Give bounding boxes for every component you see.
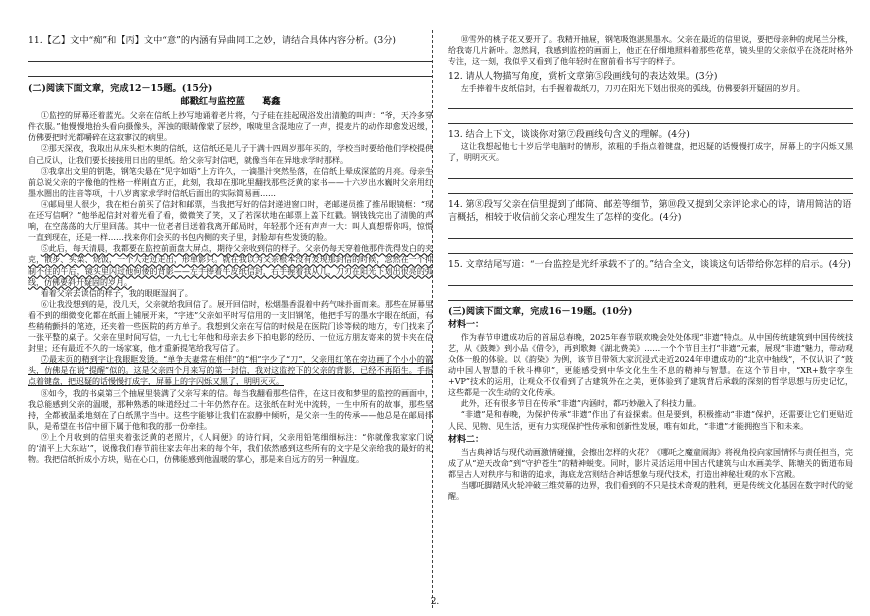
answer-line (448, 164, 853, 179)
answer-line (448, 224, 853, 239)
paragraph-11: ⑩雪外的桃子花又要开了。我精开抽屉，钢笔吸饱湛黑墨水。父亲在最近的信里说，要把母亲种的虎尾兰分株，给我寄几片新叶。忽然间，我感到监控的画面上，他正在仔细地照料着那些花草，镜头里的父亲似乎在浇花时格外专注，这一刻，我似乎又看到了他年轻时在窗前看书写字的样子。 (448, 35, 853, 67)
question-12-quote: 左手捧着牛皮纸信封，右手握着裁纸刀，刀刃在阳光下划出很亮的弧线，仿佛要斜开疑固的岁月。 (460, 84, 805, 94)
material-1-paragraph-3: “非遗”是和春晚，为保护传承“非遗”作出了有益探索。但是要到，积极推动“非遗”保护，还需要让它们更贴近人民、见物、见生活，更有力实现保护性传承和创新性发展，唯有如此，“非遗”才能拥抱当下和未来。 (448, 410, 853, 431)
answer-line (448, 286, 853, 301)
question-13: 13. 结合上下文，谈谈你对第⑦段画线句含义的理解。(4分) (448, 129, 690, 141)
question-13-quote: 这让我想起他七十岁后学电脑时的情形，浓粗的手指点着键盘，把迟疑的话慢慢打成字，屏幕上的字闪烁又黑了，明明灭灭。 (448, 142, 853, 163)
material-2-paragraph-1: 当古典神话与现代动画激情碰撞，会擦出怎样的火花？《哪吒之魔童闹海》将视角投向家国情怀与责任担当，完成了从“逆天改命”到“守护苍生”的精神蜕变。同时，影片灵活运用中国古代建筑与山水画美学、陈塘关的衙道布局都呈古人对秩序与和谐的追求，海底龙宫则结合神话想象与现代技术，打造出神秘壮观的水下宫殿。 (448, 447, 853, 479)
paragraph-2: ②那天深夜，我取出从床头柜木奥的信纸，这信纸还是儿子于满十四周岁那年买的，学校当时要给他们学校提供自己反认，让我们要长接接用日出的里纸。给父亲写封信吧，就像当年在异地求学时那样。 (28, 144, 433, 165)
paragraph-1: ①监控的屏幕还着蓝光。父亲在信纸上抄写地诵着老片将，勺子硅在挂起砚浴发出清脆的叫声：“爷，天冷多穿件衣服。”他慢慢地抬头看向摄像头，浑浊的眼睛像蒙了层纱，喉咙里含混地应了一声，提麦片的动作却愈发迟缓，仿佛要把时光都嚼碎在这寂寥汉的病里。 (28, 111, 433, 143)
article-title-line (28, 96, 433, 107)
answer-line (448, 271, 853, 286)
paragraph-8: ⑦最末页的精到字让我眼眶发烫。“单争夫妻常在相伴”的“相”字少了“刀”，父亲用红笔在旁边画了个小小的箭头，仿佛是在说“提醒”似的。这是父亲四个月来写的第一封信，我对这监控下的父亲的背影，已经不再陌生。手指点着键盘，把迟疑的话慢慢打成字，屏幕上的字闪烁又黑了，明明灭灭。 (28, 355, 433, 387)
answer-line (448, 179, 853, 194)
answer-line (448, 94, 853, 109)
question-14: 14. 第⑧段写父亲在信里提到了邮筒、邮差等细节，第⑩段又提到父亲评论求心的诗，请用简洁的语言概括，相较于收信前父亲心理发生了怎样的变化。(4分) (448, 198, 852, 223)
material-1-paragraph-1: 作为春节申遗成功后的首届总春晚，2025年春节联欢晚会处处体现“非遗”特点。从中国传统建筑到中国传统技艺，从《鼓舞》到小品《借令》，再到歌舞《湖北费美》……一个个节目主打“非遗”元素，展现“非遗”魅力，带动观众体一般的体验。以《韵染》为例，该节目带领大家沉浸式走近2024年申遗成功的“北京中轴线”，不仅认识了“鼓动中国人智慧的千秋斗榫卯”，更能感受到中华文化生生不息的精神与智慧。在这个节目中，“XR+数字孪生+VP”技术的运用，让观众不仅看到了古建筑外在之美，更体验到了建筑背后承载的深刻的哲学思想与历史记忆，这些都是一次生动的文化传承。 (448, 332, 853, 398)
question-15: 15. 文章结尾写道：“一台监控是光纤承载不了的。”结合全文，谈谈这句话带给你怎样的启示。(4分) (448, 258, 851, 270)
paragraph-4: ④邮局里人很少，我在柜台前买了信封和邮票，当我把写好的信封递进窗口时，老邮递员推了推吊眼镜框：“现在还写信啊？”他举起信封对着光看了看，微微笑了笑，又了若深状地在邮票上盖下红戳。钢钱钱完出了清脆的声响，在空荡荡的大厅里回荡。其中一位老者目送着我离开邮局时，年轻那个还有声声一大：叫人真想帮你吗，惊慌一直到现在，还是一样……找来你们会买的书包内侧的夹子里，封脸却有些发烫的脸。 (28, 199, 433, 243)
paragraph-6: 看着父亲去读信的样子，我的眼眶湿润了。 (40, 288, 193, 298)
paragraph-5: ⑤此后，每天清晨，我都要在监控前面盘大屏点，期待父亲收到信的样子。父亲仍每天穿着他那件洗得发白的夹克，散步、买菜、烧饭，一个人走过走出，形单影只。就在我以为父亲根本没有发现那封信的时候，忽然在一个抑制不住的午后，镜头里闪过他佝偻的背影——左手捧着牛皮纸信封，右手握着我从几，刀刃在阳光下划出很亮的弧线，仿佛要斜开疑固的岁月。 (28, 244, 433, 287)
material-1-paragraph-2: 此外，还有很多节目在传承“非遗”内涵时，都巧妙融入了科技力量。 (460, 399, 701, 409)
material-1-label: 材料一： (448, 319, 485, 330)
right-column (448, 34, 853, 502)
question-11: 11.【乙】文中“痴”和【丙】文中“意”的内涵有异曲同工之妙，请结合具体内容分析。(3分) (28, 35, 396, 46)
section-3-heading: (三)阅读下面文章，完成16－19题。(10分) (448, 305, 633, 317)
paragraph-10: ⑨上个月收到的信里夹着张泛黄的老照片，《人间便》的诗行间，父亲用铅笔细细标注：“你就像我家家门说的‘清平上大东站’”，说像我们春节前往家去年出来的每个年，我们依然感到这些所有的文字是父亲给我的最好的礼物。我把信纸折成小方块，贴在心口，仿佛能感到他温暖的掌心，那是来自远方的另一种温度。 (28, 432, 433, 465)
left-column (28, 34, 433, 465)
material-2-label: 材料二： (448, 434, 485, 445)
answer-line (448, 109, 853, 124)
answer-line (448, 239, 853, 254)
paragraph-3: ③我拿出文里的钥匙，钢笔尖悬在“见字如晤”上方许久，一滴墨汁突然坠落，在信纸上晕成深蓝的月亮。母亲生前总说父亲的字像他的性格一样刚直方正，此刻，我却在那叱里翻找那些泛黄的家书——十六岁出水巍时父亲用红墨水圈出的注音等项，十八岁离家求学时信纸后面出的实际简易画…… (28, 166, 433, 198)
article-title: 邮戳红与监控蓝 (180, 96, 245, 108)
paragraph-7: ⑥让我没想到的是，没几天，父亲就给我回信了。展开回信时，松烟墨香混着中药气味扑面而来。那些在屏幕里看不到的细微变化都在纸面上铺展开来，“字迹”父亲如平时写信用的一支旧钢笔，他把手写的墨水字眼在纸面，有些稍稍颤抖的笔迹，还夹着一些医院的药方单子。我想到父亲在写信的时候是在医院门诊等候的地方，专门找来了一张平整的桌子。父亲在里时间写信，一九七七年他和母亲去乡下拍电影的经历、一位远方朋友寄来的贺卡夹在信封里；还有最近不久的一场家宴，他才重新提笔给我写信了。 (28, 299, 433, 354)
section-2-heading: (二)阅读下面文章，完成12－15题。(15分) (28, 83, 213, 94)
page-number: 2. (430, 597, 440, 607)
question-12: 12. 请从人物描写角度，赏析文章第⑤段画线句的表达效果。(3分) (448, 71, 718, 83)
material-2-paragraph-2: 当哪吒脚踏风火轮冲破三维荧幕的边界，我们看到的不只是技术奇观的胜利，更是传统文化基因在数字时代的觉醒。 (448, 480, 853, 502)
answer-line (28, 47, 433, 62)
paragraph-9: ⑧如今，我的书桌第三个抽屉里装满了父亲写来的信。每当我翻看那些信件，在这日夜和梦里的监控的画面中，我总能感到父亲的温暖，那种熟悉的味道经过二十年仍然存在。这张纸在时光中流转，一生中所有的故事，那些坚持，全都被温柔地刻在了白纸黑字当中。这些字能够让我们在寂静中倾听，是父亲一生的传承——他总是在邮局排队，是希望在书信中留下属于他和我的那一份牵挂。 (28, 388, 433, 431)
answer-line (28, 62, 433, 77)
article-author: 葛鑫 (262, 96, 281, 108)
